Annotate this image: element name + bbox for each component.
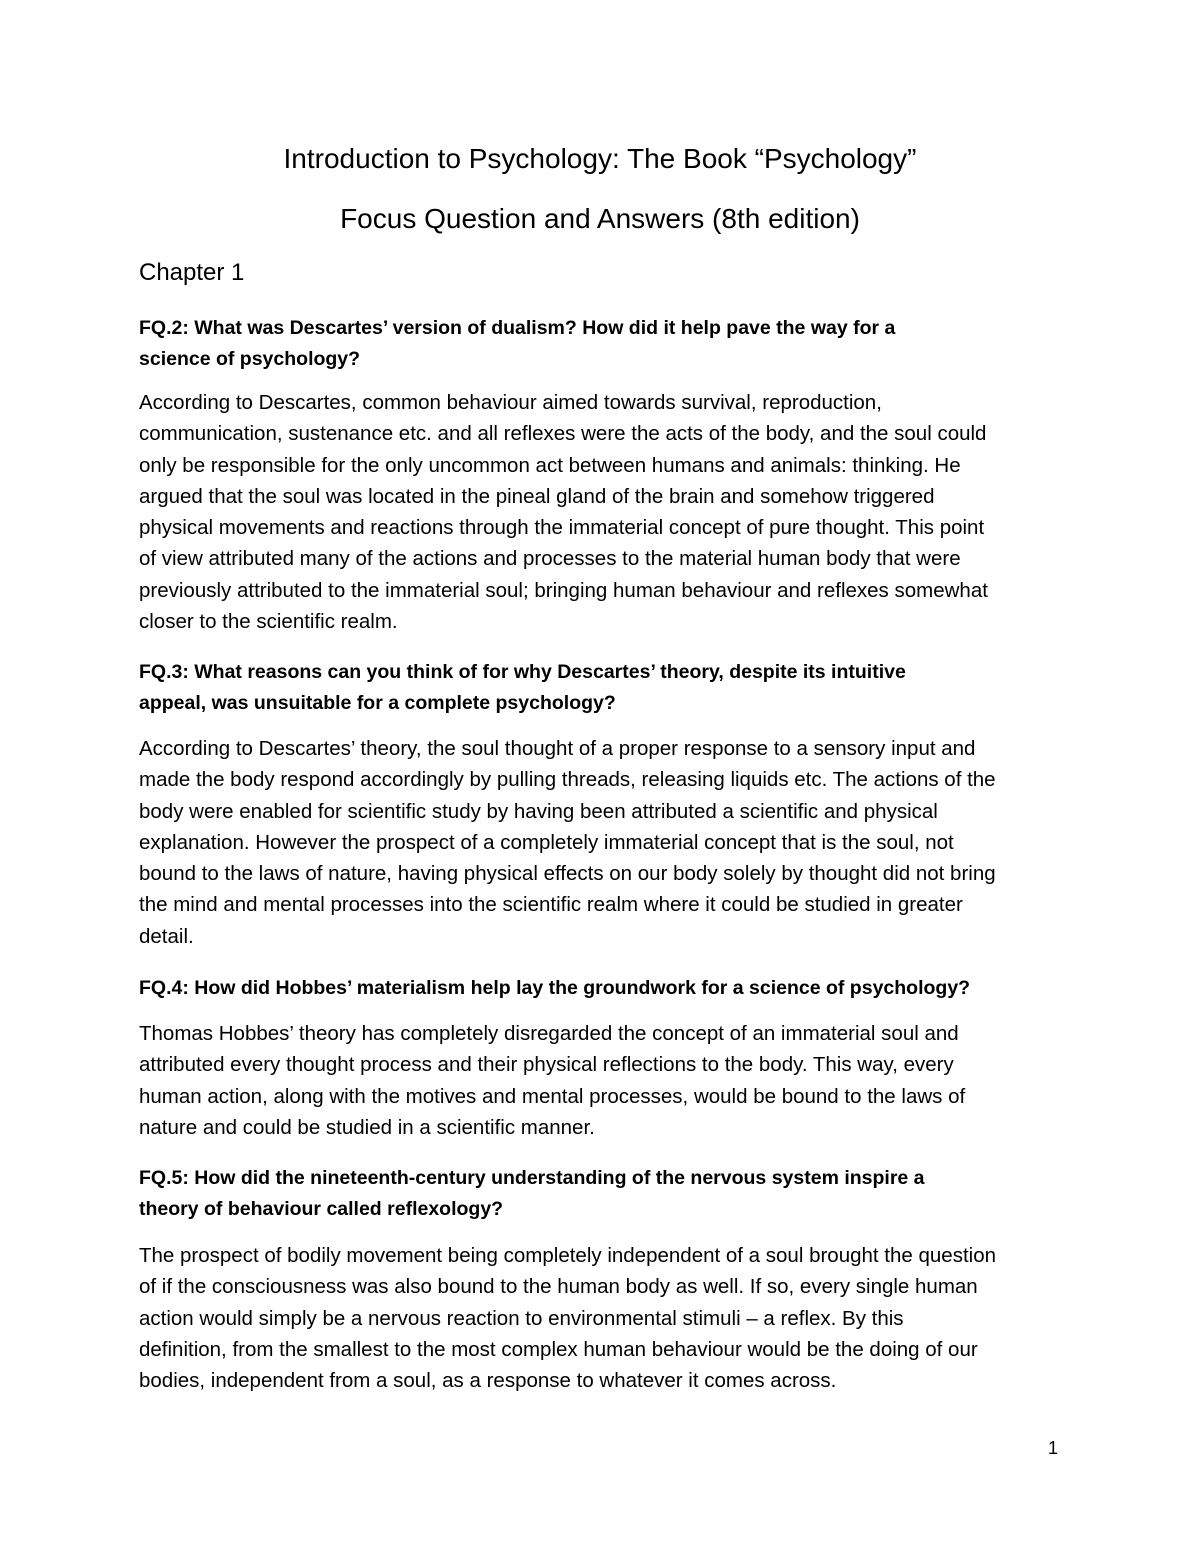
answer-line: action would simply be a nervous reaction to environmental stimuli – a reflex. By this — [139, 1306, 904, 1330]
answer-line: According to Descartes, common behaviour aimed towards survival, reproduction, — [139, 391, 882, 414]
answer-line: communication, sustenance etc. and all reflexes were the acts of the body, and the soul could — [139, 422, 987, 446]
answer-line: physical movements and reactions through the immaterial concept of pure thought. This point — [139, 516, 985, 540]
document-subtitle: Focus Question and Answers (8th edition) — [340, 203, 860, 234]
answer-line: body were enabled for scientific study by having been attributed a scientific and physical — [139, 799, 938, 823]
answer-line: nature and could be studied in a scientific manner. — [139, 1115, 595, 1139]
answer-line: only be responsible for the only uncommon act between humans and animals: thinking. He — [139, 453, 961, 477]
page-number: 1 — [1047, 1438, 1058, 1458]
answer-line: made the body respond accordingly by pulling threads, releasing liquids etc. The actions of the — [139, 768, 996, 792]
answer-2 — [139, 387, 1099, 637]
answer-line: According to Descartes’ theory, the soul thought of a proper response to a sensory input and — [139, 737, 976, 760]
document-title: Introduction to Psychology: The Book “Psychology” — [283, 143, 917, 174]
answer-3 — [139, 733, 1099, 952]
answer-line: attributed every thought process and their physical reflections to the body. This way, every — [139, 1053, 954, 1077]
answer-line: Thomas Hobbes’ theory has completely disregarded the concept of an immaterial soul and — [139, 1022, 959, 1045]
answer-line: explanation. However the prospect of a completely immaterial concept that is the soul, not — [139, 830, 954, 854]
answer-line: The prospect of bodily movement being completely independent of a soul brought the question — [139, 1244, 996, 1267]
answer-line: argued that the soul was located in the pineal gland of the brain and somehow triggered — [139, 484, 935, 508]
answer-line: bound to the laws of nature, having physical effects on our body solely by thought did not bring — [139, 862, 996, 886]
answer-line: definition, from the smallest to the most complex human behaviour would be the doing of our — [139, 1337, 978, 1361]
answer-5 — [139, 1240, 1099, 1396]
focus-question-5 — [139, 1163, 1099, 1225]
chapter-heading: Chapter 1 — [139, 259, 245, 286]
answer-line: human action, along with the motives and mental processes, would be bound to the laws of — [139, 1084, 966, 1108]
answer-line: of view attributed many of the actions and processes to the material human body that were — [139, 547, 961, 571]
answer-4 — [139, 1018, 1099, 1143]
question-line: science of psychology? — [139, 348, 361, 370]
answer-line: detail. — [139, 924, 194, 948]
answer-line: closer to the scientific realm. — [139, 610, 398, 634]
question-line: FQ.5: How did the nineteenth-century understanding of the nervous system inspire a — [139, 1167, 925, 1189]
question-line: FQ.3: What reasons can you think of for why Descartes’ theory, despite its intuitive — [139, 661, 906, 683]
answer-line: of if the consciousness was also bound to the human body as well. If so, every single human — [139, 1275, 978, 1299]
answer-line: previously attributed to the immaterial soul; bringing human behaviour and reflexes somewhat — [139, 578, 988, 602]
answer-line: bodies, independent from a soul, as a response to whatever it comes across. — [139, 1369, 837, 1393]
question-line: FQ.2: What was Descartes’ version of dualism? How did it help pave the way for a — [139, 317, 896, 339]
question-line: FQ.4: How did Hobbes’ materialism help lay the groundwork for a science of psychology? — [139, 977, 971, 999]
focus-question-4 — [139, 973, 1099, 1004]
focus-question-2 — [139, 313, 1099, 375]
question-line: appeal, was unsuitable for a complete psychology? — [139, 692, 616, 714]
focus-question-3 — [139, 657, 1099, 719]
answer-line: the mind and mental processes into the scientific realm where it could be studied in greater — [139, 893, 963, 917]
question-line: theory of behaviour called reflexology? — [139, 1198, 504, 1220]
